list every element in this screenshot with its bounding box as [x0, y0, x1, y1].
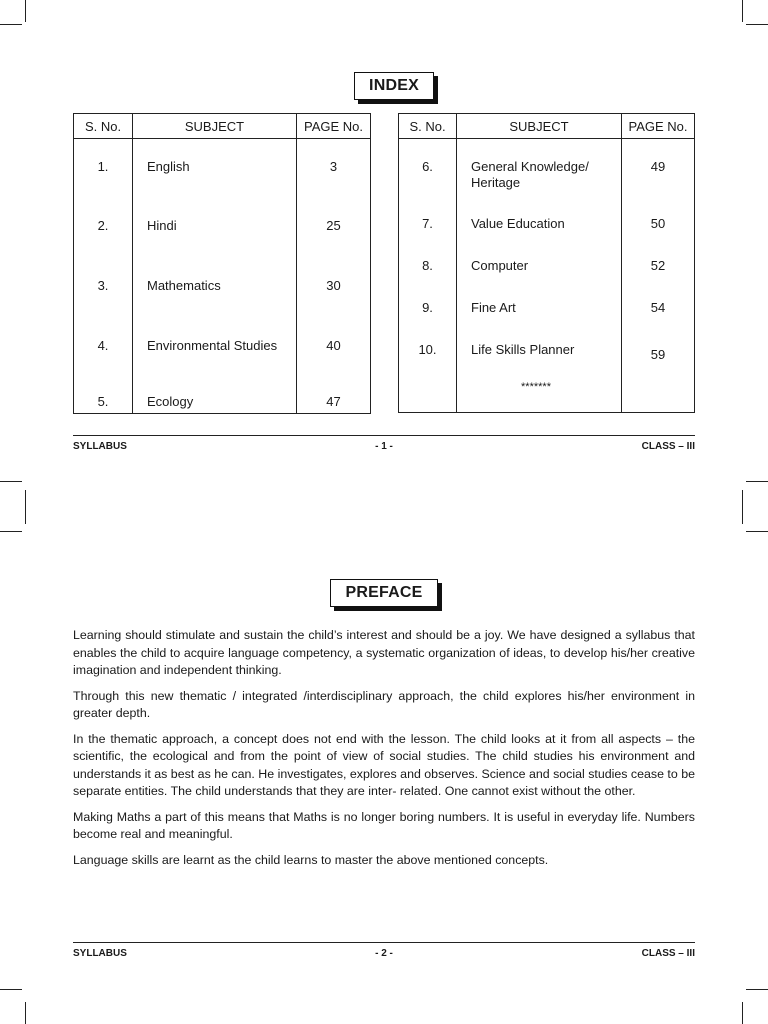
- table-row: [399, 206, 695, 248]
- row-subject-label: Life Skills Planner: [471, 341, 575, 357]
- preface-paragraph: Making Maths a part of this means that Maths is no longer boring numbers. It is useful in everyday life. Numbers become real and meaningful.: [73, 809, 695, 841]
- preface-paragraph: In the thematic approach, a concept does not end with the lesson. The child looks at it from all aspects – the scientific, the ecological and from the point of view of social studies. The child studies his environment and understands it as best as he can. He investigates, explores and observes. Science and social studies cease to be separate entities. The child understands that they are inter- related. One cannot exist without the other.: [73, 731, 695, 798]
- preface-body: [73, 627, 695, 877]
- column-header-subject: SUBJECT: [133, 114, 297, 139]
- page-footer: [73, 435, 695, 452]
- crop-mark: [746, 481, 768, 482]
- row-sno: 4.: [74, 318, 133, 377]
- row-page: 3: [297, 139, 371, 198]
- row-subject: Environmental Studies: [133, 318, 297, 377]
- crop-mark: [0, 531, 22, 532]
- preface-paragraph: Language skills are learnt as the child learns to master the above mentioned concepts.: [73, 852, 549, 867]
- footer-right: CLASS – III: [641, 948, 695, 959]
- column-header-sno: S. No.: [74, 114, 133, 139]
- index-table-right: [398, 113, 695, 413]
- row-page: 30: [297, 258, 371, 318]
- column-header-page: PAGE No.: [622, 114, 695, 139]
- row-sno: 9.: [399, 290, 457, 332]
- row-page: 40: [297, 318, 371, 377]
- crop-mark: [0, 24, 22, 25]
- crop-mark: [742, 0, 743, 22]
- row-page: 50: [622, 206, 695, 248]
- footer-left: SYLLABUS: [73, 441, 127, 452]
- table-row: [74, 258, 371, 318]
- table-row: [399, 332, 695, 413]
- preface-title: PREFACE: [330, 579, 438, 607]
- row-sno: 2.: [74, 198, 133, 258]
- row-subject: Ecology: [133, 377, 297, 414]
- column-header-page: PAGE No.: [297, 114, 371, 139]
- crop-mark: [742, 490, 743, 524]
- index-table-left: [73, 113, 371, 414]
- row-page: 47: [297, 377, 371, 414]
- column-header-sno: S. No.: [399, 114, 457, 139]
- footer-right: CLASS – III: [641, 441, 695, 452]
- page-footer: [73, 942, 695, 959]
- table-row: [399, 139, 695, 206]
- row-sno: 1.: [74, 139, 133, 198]
- table-row: [74, 377, 371, 414]
- row-page: 49: [622, 139, 695, 206]
- crop-mark: [742, 1002, 743, 1024]
- row-page: 54: [622, 290, 695, 332]
- row-subject: English: [133, 139, 297, 198]
- row-subject: Mathematics: [133, 258, 297, 318]
- row-subject: Hindi: [133, 198, 297, 258]
- table-row: [399, 290, 695, 332]
- crop-mark: [25, 490, 26, 524]
- row-subject: Value Education: [457, 206, 622, 248]
- row-sno: 8.: [399, 248, 457, 290]
- row-page: 59: [622, 332, 695, 413]
- footer-page-number: - 2 -: [375, 948, 393, 959]
- table-row: [74, 198, 371, 258]
- crop-mark: [746, 989, 768, 990]
- column-header-subject: SUBJECT: [457, 114, 622, 139]
- row-page: 25: [297, 198, 371, 258]
- table-row: [74, 139, 371, 198]
- table-row: [399, 248, 695, 290]
- row-sno: 5.: [74, 377, 133, 414]
- crop-mark: [746, 531, 768, 532]
- footer-left: SYLLABUS: [73, 948, 127, 959]
- end-mark: *******: [521, 380, 551, 393]
- preface-paragraph: Through this new thematic / integrated /interdisciplinary approach, the child explores his/her environment in greater depth.: [73, 688, 695, 720]
- crop-mark: [0, 481, 22, 482]
- row-page: 52: [622, 248, 695, 290]
- preface-paragraph: Learning should stimulate and sustain the child’s interest and should be a joy. We have designed a syllabus that enables the child to acquire language competency, a systematic organization of ideas, to develop his/her creative imagination and independent thinking.: [73, 628, 695, 677]
- row-subject: Fine Art: [457, 290, 622, 332]
- crop-mark: [25, 0, 26, 22]
- table-row: [74, 318, 371, 377]
- crop-mark: [25, 1002, 26, 1024]
- row-sno: 6.: [399, 139, 457, 206]
- row-sno: 7.: [399, 206, 457, 248]
- row-subject: General Knowledge/ Heritage: [457, 139, 622, 206]
- row-subject: Computer: [457, 248, 622, 290]
- row-subject: [457, 332, 622, 413]
- index-title: INDEX: [354, 72, 434, 100]
- row-sno: 10.: [399, 332, 457, 413]
- crop-mark: [0, 989, 22, 990]
- crop-mark: [746, 24, 768, 25]
- footer-page-number: - 1 -: [375, 441, 393, 452]
- row-sno: 3.: [74, 258, 133, 318]
